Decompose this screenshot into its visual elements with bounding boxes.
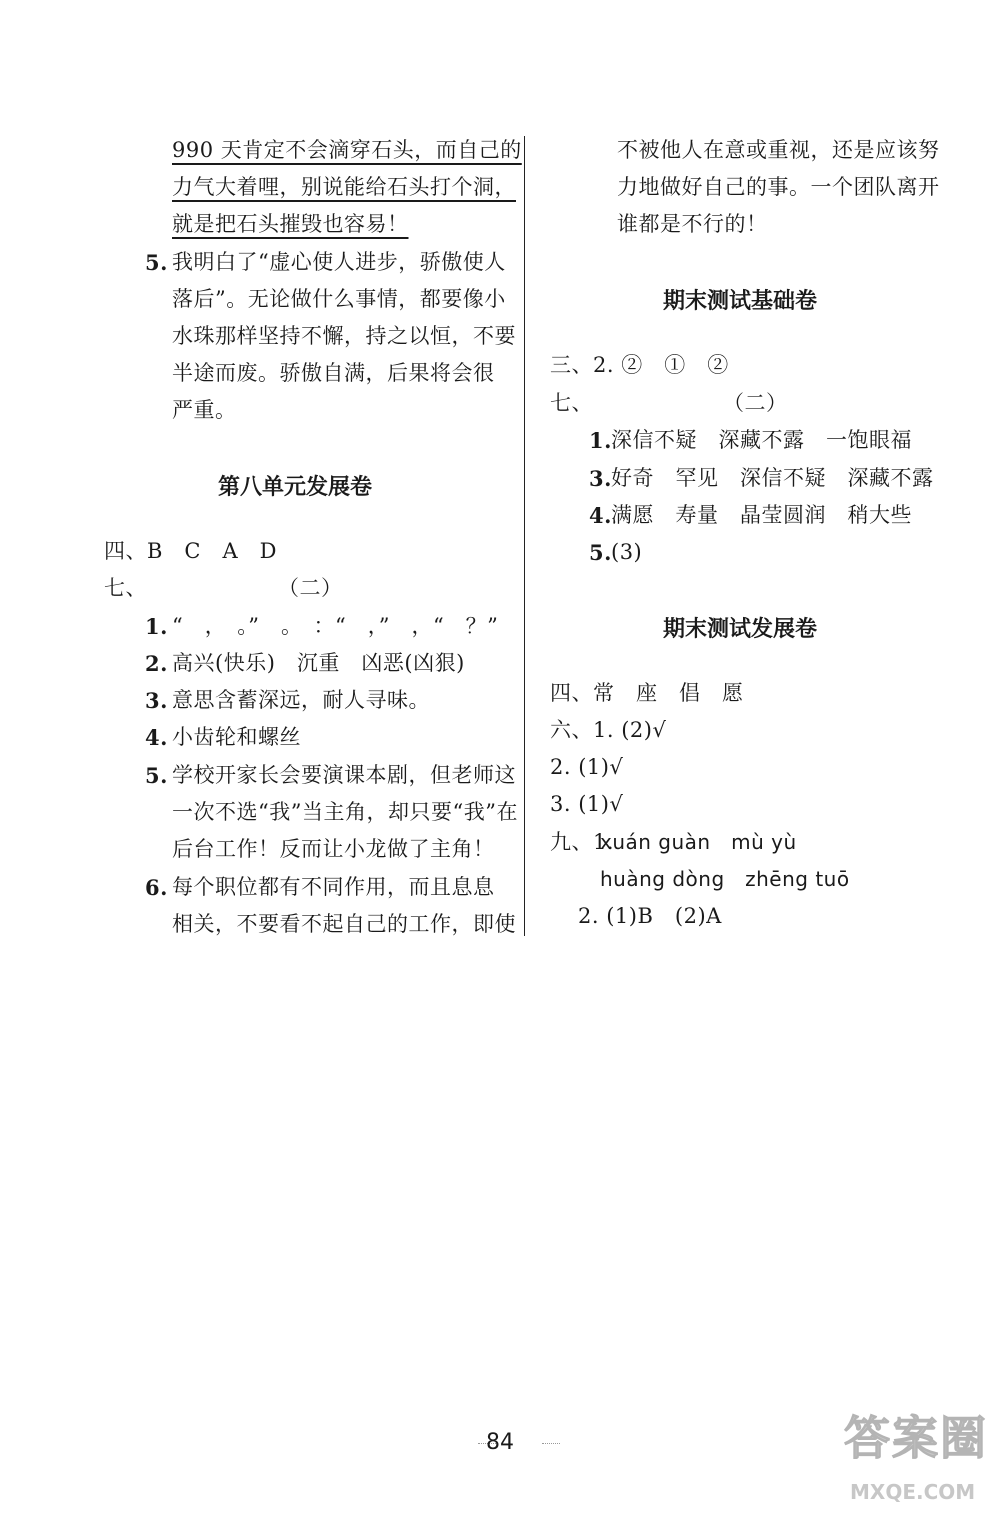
section-heading-unit8: 第八单元发展卷: [218, 475, 373, 500]
watermark-url: MXQE.COM: [850, 1480, 976, 1504]
qi-4-number: 4.: [145, 725, 168, 750]
qi-3-number: 3.: [145, 688, 168, 713]
basic-3-number: 3.: [589, 466, 612, 491]
answer-qi-label: 七、: [104, 576, 147, 600]
page-number: 84: [486, 1430, 514, 1455]
qi-1-answer: “ ， 。” 。 ：“ ，” ，“ ？”: [172, 614, 499, 638]
basic-5-answer: (3): [611, 540, 643, 564]
item-5-line-5: 严重。: [172, 398, 237, 422]
answer-san: 三、2. ② ① ②: [550, 353, 729, 377]
basic-1-number: 1.: [589, 428, 612, 453]
answer-jiu-prefix: 九、1.: [550, 830, 615, 854]
left-continuation-line-2: 力气大着哩，别说能给石头打个洞，: [172, 175, 516, 199]
page-number-decoration-right: [542, 1443, 560, 1447]
qi-5-number: 5.: [145, 763, 168, 788]
item-5-line-4: 半途而废。骄傲自满，后果将会很: [172, 361, 495, 385]
qi-6-number: 6.: [145, 875, 168, 900]
watermark-logo: [844, 1402, 994, 1512]
qi-2-answer: 高兴(快乐) 沉重 凶恶(凶狠): [172, 651, 465, 675]
qi-6-line-1: 每个职位都有不同作用，而且息息: [172, 875, 495, 899]
answer-si-right: 四、常 座 倡 愿: [550, 681, 744, 705]
qi-5-line-2: 一次不选“我”当主角，却只要“我”在: [172, 800, 518, 824]
basic-4-answer: 满愿 寿量 晶莹圆润 稍大些: [611, 503, 912, 527]
basic-5-number: 5.: [589, 540, 612, 565]
answer-jiu-2: 2. (1)B (2)A: [578, 904, 722, 928]
item-5-number: 5.: [145, 250, 168, 275]
qi-5-line-3: 后台工作！反而让小龙做了主角！: [172, 837, 495, 861]
left-continuation-line-3: 就是把石头摧毁也容易！: [172, 212, 409, 236]
watermark-brand: 答案圈: [844, 1411, 988, 1465]
item-5-line-1: 我明白了“虚心使人进步，骄傲使人: [172, 250, 506, 274]
qi-6-line-2: 相关，不要看不起自己的工作，即使: [172, 912, 516, 936]
right-continuation-line-3: 谁都是不行的！: [617, 212, 768, 236]
section-heading-final-development: 期末测试发展卷: [663, 617, 818, 642]
basic-3-answer: 好奇 罕见 深信不疑 深藏不露: [611, 466, 934, 490]
section-heading-final-basic: 期末测试基础卷: [663, 289, 818, 314]
answer-liu-2: 2. (1)√: [550, 755, 624, 779]
answer-qi-subpart-right: （二）: [723, 391, 788, 415]
right-continuation-line-2: 力地做好自己的事。一个团队离开: [617, 175, 940, 199]
pinyin-line-2: huàng dòng zhēng tuō: [600, 867, 850, 891]
basic-1-answer: 深信不疑 深藏不露 一饱眼福: [611, 428, 912, 452]
qi-1-number: 1.: [145, 614, 168, 639]
answer-qi-subpart: （二）: [278, 576, 343, 600]
qi-5-line-1: 学校开家长会要演课本剧，但老师这: [172, 763, 516, 787]
pinyin-line-1: xuán guàn mù yù: [600, 830, 797, 854]
qi-2-number: 2.: [145, 651, 168, 676]
answer-liu-3: 3. (1)√: [550, 792, 624, 816]
answer-liu-1: 六、1. (2)√: [550, 718, 667, 742]
basic-4-number: 4.: [589, 503, 612, 528]
answer-si: 四、B C A D: [104, 539, 278, 563]
right-continuation-line-1: 不被他人在意或重视，还是应该努: [617, 138, 940, 162]
item-5-line-3: 水珠那样坚持不懈，持之以恒，不要: [172, 324, 516, 348]
column-divider: [524, 136, 525, 936]
qi-3-answer: 意思含蓄深远，耐人寻味。: [172, 688, 430, 712]
item-5-line-2: 落后”。无论做什么事情，都要像小: [172, 287, 506, 311]
answer-qi-label-right: 七、: [550, 391, 593, 415]
left-continuation-line-1: 990 天肯定不会滴穿石头，而自己的: [172, 138, 522, 162]
qi-4-answer: 小齿轮和螺丝: [172, 725, 301, 749]
